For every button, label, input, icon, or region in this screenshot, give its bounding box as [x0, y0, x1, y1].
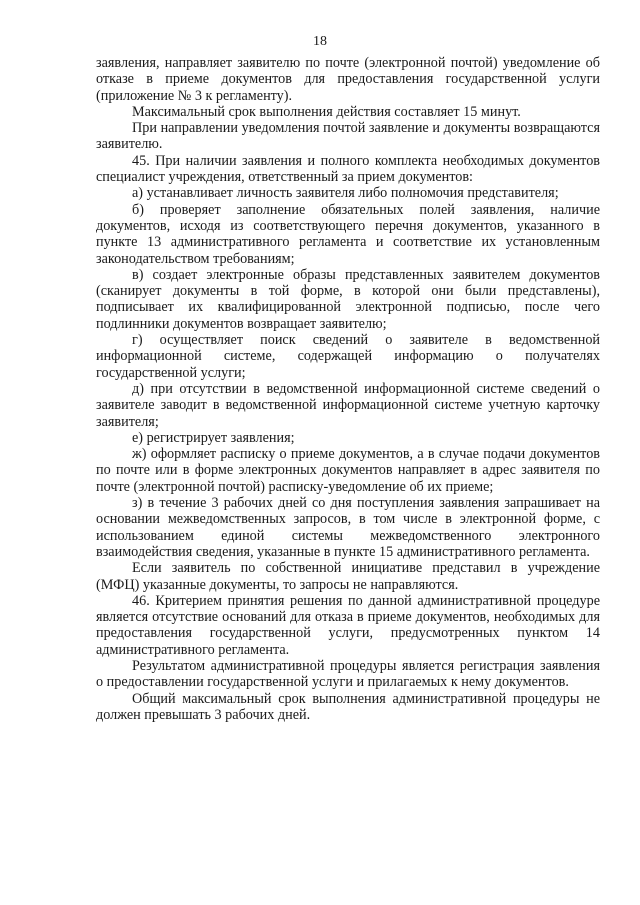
paragraph-max-time: Максимальный срок выполнения действия составляет 15 минут. — [132, 103, 521, 120]
document-body — [96, 55, 600, 723]
paragraph-mail-return: При направлении уведомления почтой заявление и документы возвращаются заявителю. — [96, 120, 600, 153]
paragraph-item-45-zh: ж) оформляет расписку о приеме документов, а в случае подачи документов по почте или в форме электронных документов направляет в адрес заявителя по почте (электронной почтой) расписку-уведомление об их приеме; — [96, 446, 600, 495]
paragraph-item-45-g: г) осуществляет поиск сведений о заявителе в ведомственной информационной системе, содержащей информацию о получателях государственной услуги; — [96, 332, 600, 381]
paragraph-result: Результатом административной процедуры является регистрация заявления о предоставлении государственной услуги и прилагаемых к нему документов. — [96, 657, 600, 691]
page-number: 18 — [313, 34, 327, 49]
paragraph-continuation: заявления, направляет заявителю по почте (электронной почтой) уведомление об отказе в приеме документов для предоставления государственной услуги (приложение № 3 к регламенту). — [96, 55, 600, 104]
paragraph-total-time: Общий максимальный срок выполнения административной процедуры не должен превышать 3 рабочих дней. — [96, 690, 600, 723]
paragraph-item-45-z: з) в течение 3 рабочих дней со дня поступления заявления запрашивает на основании межведомственных запросов, в том числе в электронной форме, с использованием единой системы межведомственного электронного взаимодействия сведения, указанные в пункте 15 административного регламента. — [96, 495, 600, 560]
paragraph-item-45-e: е) регистрирует заявления; — [132, 429, 295, 446]
paragraph-item-46: 46. Критерием принятия решения по данной административной процедуре является отсутствие оснований для отказа в приеме документов, необходимых для предоставления государственной услуги, предусмотренных пунктом 14 административного регламента. — [96, 592, 600, 658]
paragraph-item-45-a: а) устанавливает личность заявителя либо полномочия представителя; — [132, 185, 559, 202]
paragraph-item-45-b: б) проверяет заполнение обязательных полей заявления, наличие документов, исходя из соответствующего перечня документов, указанного в пункте 13 административного регламента и соответствие их установленным законодательством требованиям; — [96, 201, 600, 267]
paragraph-item-45-d: д) при отсутствии в ведомственной информационной системе сведений о заявителе заводит в ведомственной информационной системе учетную карточку заявителя; — [96, 380, 600, 430]
paragraph-item-45-v: в) создает электронные образы представленных заявителем документов (сканирует документы в той форме, в которой они были представлены), подписывает их квалифицированной электронной подписью, после чего подлинники документов возвращает заявителю; — [96, 266, 600, 332]
paragraph-item-45: 45. При наличии заявления и полного комплекта необходимых документов специалист учреждения, ответственный за прием документов: — [96, 152, 600, 186]
paragraph-own-initiative: Если заявитель по собственной инициативе представил в учреждение (МФЦ) указанные документы, то запросы не направляются. — [96, 560, 600, 593]
